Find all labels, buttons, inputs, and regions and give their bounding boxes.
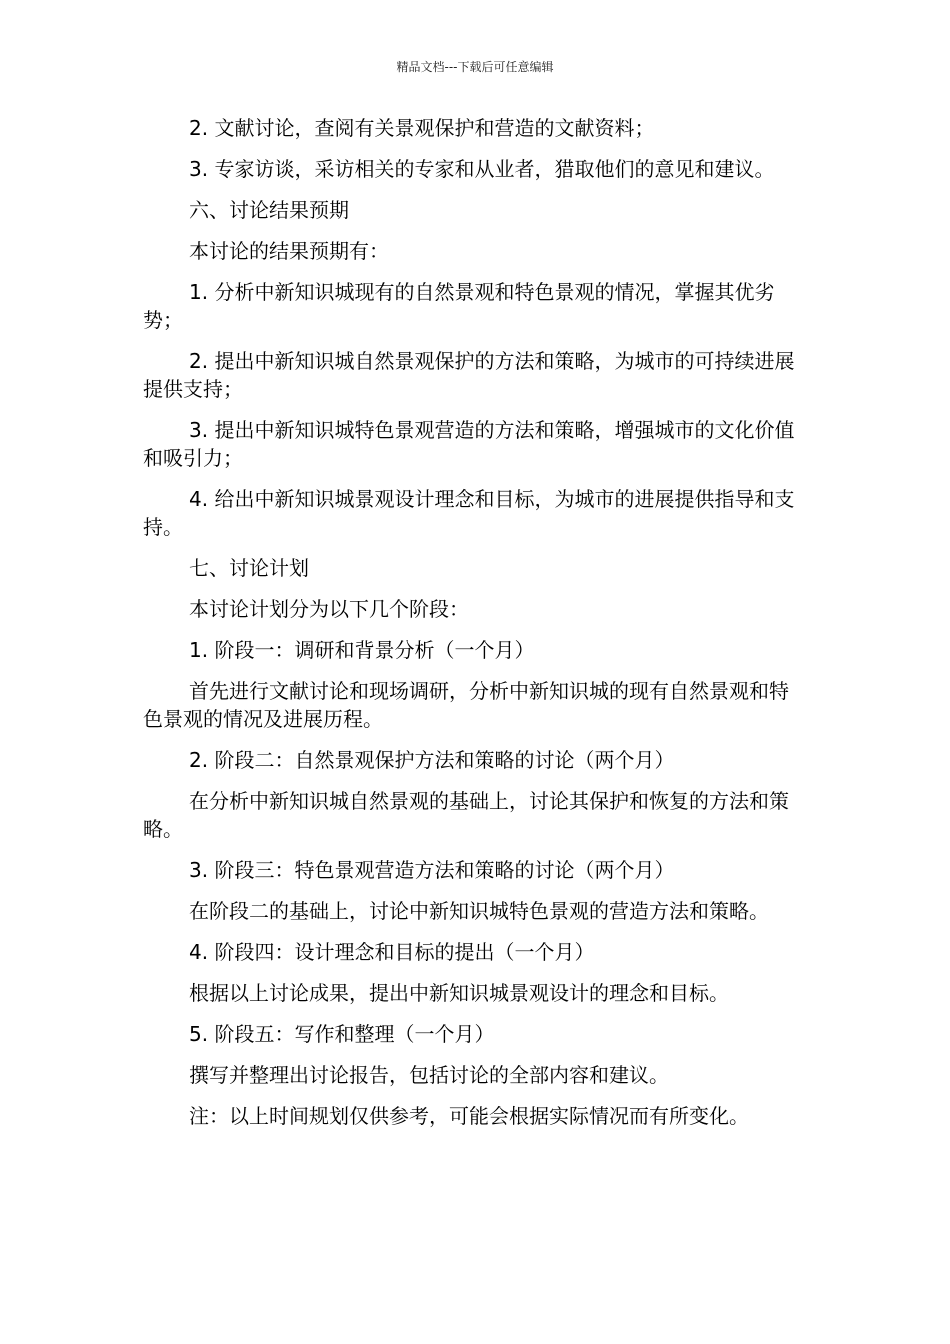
paragraph: 1. 分析中新知识城现有的自然景观和特色景观的情况，掌握其优劣势； bbox=[143, 280, 775, 332]
page-header: 精品文档---下载后可任意编辑 bbox=[396, 60, 554, 74]
paragraph: 4. 给出中新知识城景观设计理念和目标，为城市的进展提供指导和支持。 bbox=[143, 487, 795, 539]
paragraph: 3. 提出中新知识城特色景观营造的方法和策略，增强城市的文化价值和吸引力； bbox=[143, 418, 795, 470]
document-body bbox=[143, 114, 803, 1143]
paragraph: 注：以上时间规划仅供参考，可能会根据实际情况而有所变化。 bbox=[189, 1104, 749, 1128]
paragraph: 本讨论计划分为以下几个阶段： bbox=[189, 597, 469, 621]
paragraph: 3. 阶段三：特色景观营造方法和策略的讨论（两个月） bbox=[189, 858, 675, 882]
paragraph: 1. 阶段一：调研和背景分析（一个月） bbox=[189, 638, 535, 662]
paragraph: 4. 阶段四：设计理念和目标的提出（一个月） bbox=[189, 940, 595, 964]
paragraph: 首先进行文献讨论和现场调研，分析中新知识城的现有自然景观和特色景观的情况及进展历程。 bbox=[143, 679, 789, 731]
paragraph: 在阶段二的基础上，讨论中新知识城特色景观的营造方法和策略。 bbox=[189, 899, 769, 923]
paragraph: 在分析中新知识城自然景观的基础上，讨论其保护和恢复的方法和策略。 bbox=[143, 789, 789, 841]
paragraph: 撰写并整理出讨论报告，包括讨论的全部内容和建议。 bbox=[189, 1063, 669, 1087]
paragraph: 2. 文献讨论，查阅有关景观保护和营造的文献资料； bbox=[189, 116, 655, 140]
paragraph: 2. 阶段二：自然景观保护方法和策略的讨论（两个月） bbox=[189, 748, 675, 772]
section-heading: 七、讨论计划 bbox=[189, 556, 309, 580]
paragraph: 根据以上讨论成果，提出中新知识城景观设计的理念和目标。 bbox=[189, 981, 729, 1005]
section-heading: 六、讨论结果预期 bbox=[189, 198, 349, 222]
paragraph: 5. 阶段五：写作和整理（一个月） bbox=[189, 1022, 495, 1046]
paragraph: 2. 提出中新知识城自然景观保护的方法和策略，为城市的可持续进展提供支持； bbox=[143, 349, 795, 401]
paragraph: 3. 专家访谈，采访相关的专家和从业者，猎取他们的意见和建议。 bbox=[189, 157, 775, 181]
paragraph: 本讨论的结果预期有： bbox=[189, 239, 389, 263]
